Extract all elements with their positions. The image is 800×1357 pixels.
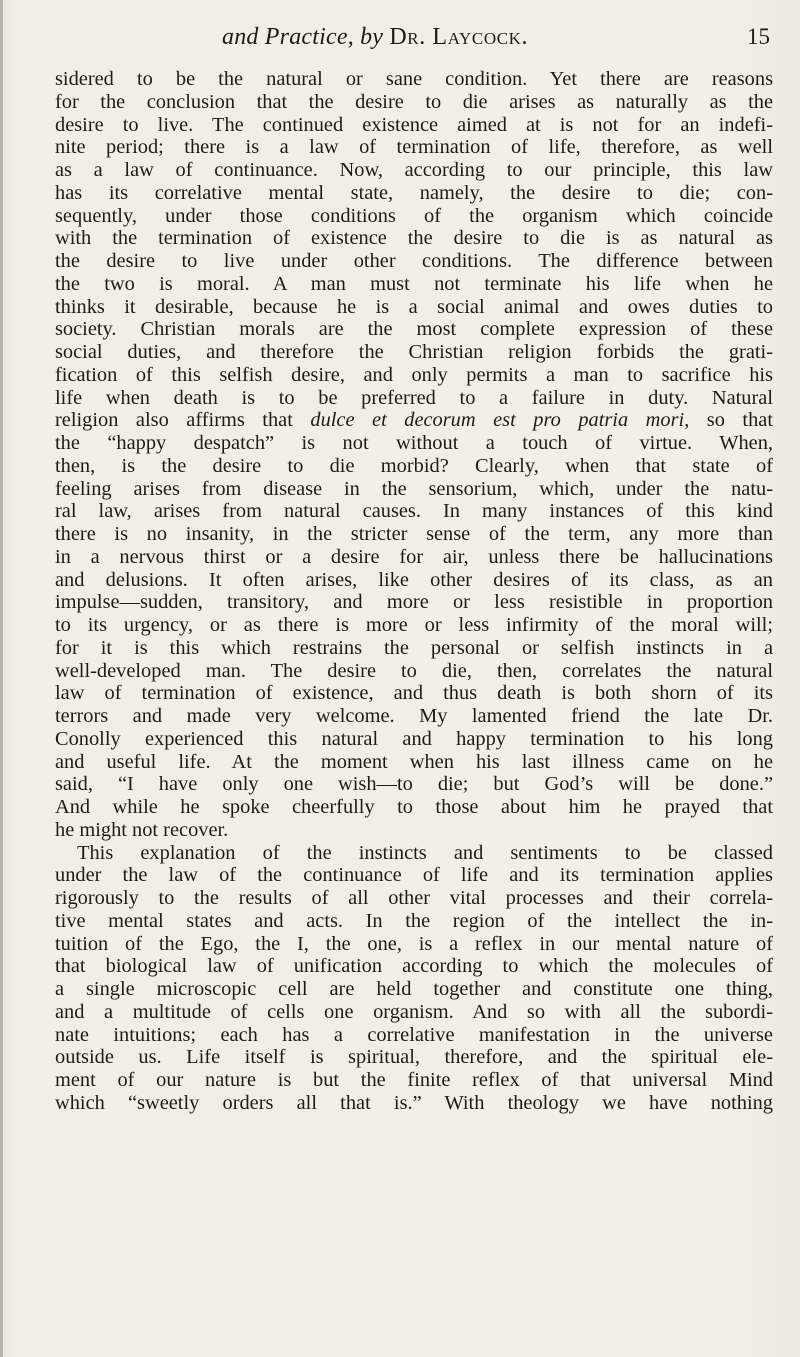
text-line: terrors and made very welcome. My lamented friend the late Dr.: [55, 705, 773, 727]
paragraph-start-line: This explanation of the instincts and sentiments to be classed: [77, 841, 773, 864]
text-line: well-developed man. The desire to die, then, correlates the natural: [55, 659, 773, 682]
text-line: law of termination of existence, and thus death is both shorn of its: [55, 682, 773, 705]
running-title-italic: and Practice, by: [222, 24, 390, 50]
text-line: and useful life. At the moment when his last illness came on he: [55, 750, 773, 773]
text-line: ment of our nature is but the finite reflex of that universal Mind: [55, 1069, 773, 1091]
latin-quote: dulce et decorum est pro patria mori: [310, 409, 685, 432]
text-line: ral law, arises from natural causes. In many instances of this kind: [55, 500, 773, 523]
running-title-author: Dr. Laycock.: [389, 24, 529, 50]
text-line-latin-quote: [55, 409, 773, 432]
text-line: and a multitude of cells one organism. And so with all the subordi-: [55, 1000, 773, 1023]
text-line: society. Christian morals are the most complete expression of these: [55, 318, 773, 341]
text-line: rigorously to the results of all other vital processes and their correla-: [55, 887, 773, 909]
running-title: [222, 24, 528, 51]
text-line: nate intuitions; each has a correlative manifestation in the universe: [55, 1023, 773, 1046]
text-line: tive mental states and acts. In the region of the intellect the in-: [55, 909, 773, 932]
text-line: life when death is to be preferred to a failure in duty. Natural: [55, 386, 773, 409]
text-line: sequently, under those conditions of the organism which coincide: [55, 204, 773, 227]
text-line: for it is this which restrains the personal or selfish instincts in a: [55, 636, 773, 659]
text-line: outside us. Life itself is spiritual, therefore, and the spiritual ele-: [55, 1046, 773, 1069]
text-line: as a law of continuance. Now, according to our principle, this law: [55, 159, 773, 181]
text-line: thinks it desirable, because he is a social animal and owes duties to: [55, 295, 773, 318]
text-line: social duties, and therefore the Christian religion forbids the grati-: [55, 341, 773, 363]
text-line: which “sweetly orders all that is.” With theology we have nothing: [55, 1091, 773, 1114]
text-line: feeling arises from disease in the sensorium, which, under the natu-: [55, 477, 773, 500]
paragraph-end-line: he might not recover.: [55, 818, 229, 841]
text-line: then, is the desire to die morbid? Clearly, when that state of: [55, 454, 773, 477]
text-line: the desire to live under other conditions. The difference between: [55, 250, 773, 272]
page-number: 15: [747, 24, 770, 49]
body-text: [55, 68, 773, 1115]
text-line: to its urgency, or as there is more or less infirmity of the moral will;: [55, 614, 773, 636]
text-line: that biological law of unification according to which the molecules of: [55, 955, 773, 978]
text-line: Conolly experienced this natural and happy termination to his long: [55, 727, 773, 750]
text-line: has its correlative mental state, namely, the desire to die; con-: [55, 181, 773, 204]
text-line: tuition of the Ego, the I, the one, is a reflex in our mental nature of: [55, 932, 773, 955]
text-line: under the law of the continuance of life and its termination applies: [55, 864, 773, 887]
text-segment: religion also affirms that: [55, 409, 311, 432]
text-line: desire to live. The continued existence aimed at is not for an indefi-: [55, 113, 773, 136]
text-line: fication of this selfish desire, and only permits a man to sacrifice his: [55, 363, 773, 386]
text-line: a single microscopic cell are held together and constitute one thing,: [55, 978, 773, 1000]
text-line: And while he spoke cheerfully to those about him he prayed that: [55, 796, 773, 818]
text-line: the “happy despatch” is not without a touch of virtue. When,: [55, 432, 773, 454]
running-header: [0, 24, 800, 54]
text-line: sidered to be the natural or sane condition. Yet there are reasons: [55, 68, 773, 90]
text-line: and delusions. It often arises, like other desires of its class, as an: [55, 568, 773, 591]
text-segment: , so that: [684, 409, 773, 432]
text-line: for the conclusion that the desire to die arises as naturally as the: [55, 90, 773, 113]
text-line: there is no insanity, in the stricter sense of the term, any more than: [55, 523, 773, 545]
text-line: with the termination of existence the desire to die is as natural as: [55, 227, 773, 250]
text-line: impulse—sudden, transitory, and more or less resistible in proportion: [55, 591, 773, 614]
text-line: nite period; there is a law of termination of life, therefore, as well: [55, 136, 773, 159]
page-edge-shadow: [0, 0, 3, 1357]
text-line: in a nervous thirst or a desire for air, unless there be hallucinations: [55, 545, 773, 568]
text-line: said, “I have only one wish—to die; but God’s will be done.”: [55, 773, 773, 796]
text-line: the two is moral. A man must not terminate his life when he: [55, 272, 773, 295]
